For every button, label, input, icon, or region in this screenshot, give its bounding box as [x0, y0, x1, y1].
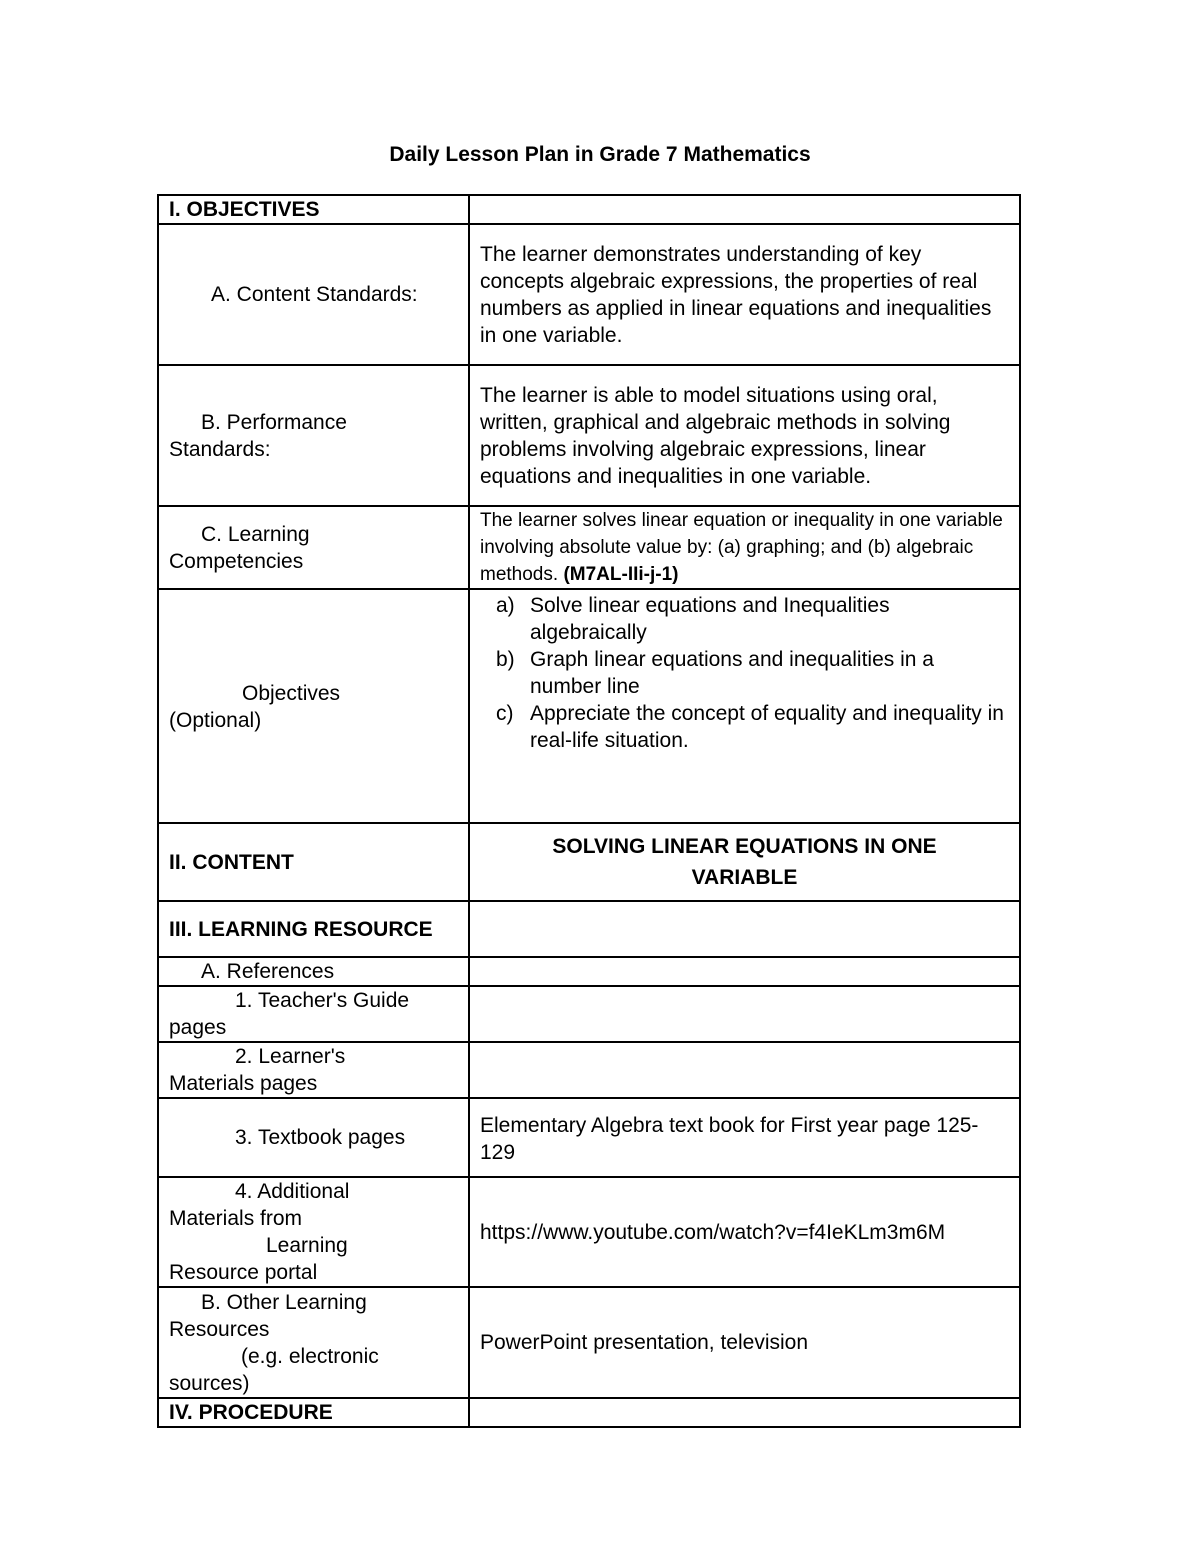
table-row — [158, 1287, 1020, 1398]
teachers-guide-label: 1. Teacher's Guide pages — [158, 986, 469, 1042]
table-row — [158, 1098, 1020, 1177]
learning-competencies-label: C. Learning Competencies — [158, 506, 469, 589]
list-item: a) Solve linear equations and Inequalities algebraically — [496, 594, 890, 644]
table-row — [158, 365, 1020, 506]
empty-cell — [469, 195, 1020, 224]
empty-cell — [469, 1398, 1020, 1427]
table-row — [158, 957, 1020, 986]
other-resources-text: PowerPoint presentation, television — [469, 1287, 1020, 1398]
objectives-heading: I. OBJECTIVES — [158, 195, 469, 224]
table-row — [158, 1398, 1020, 1427]
table-row — [158, 986, 1020, 1042]
performance-standards-label: B. Performance Standards: — [158, 365, 469, 506]
content-standards-label: A. Content Standards: — [158, 224, 469, 365]
table-row — [158, 823, 1020, 901]
content-text: SOLVING LINEAR EQUATIONS IN ONE VARIABLE — [469, 823, 1020, 901]
textbook-text: Elementary Algebra text book for First year page 125-129 — [469, 1098, 1020, 1177]
learning-resource-heading: III. LEARNING RESOURCE — [158, 901, 469, 957]
learners-materials-label: 2. Learner's Materials pages — [158, 1042, 469, 1098]
table-row — [158, 506, 1020, 589]
content-heading: II. CONTENT — [158, 823, 469, 901]
references-label: A. References — [158, 957, 469, 986]
table-row — [158, 224, 1020, 365]
list-item: b) Graph linear equations and inequalities in a number line — [496, 648, 934, 698]
objectives-list-cell — [469, 589, 1020, 823]
document-title: Daily Lesson Plan in Grade 7 Mathematics — [389, 143, 811, 166]
content-standards-text: The learner demonstrates understanding of key concepts algebraic expressions, the properties of real numbers as applied in linear equations and inequalities in one variable. — [469, 224, 1020, 365]
additional-materials-link[interactable]: https://www.youtube.com/watch?v=f4IeKLm3m6M — [469, 1177, 1020, 1287]
textbook-label: 3. Textbook pages — [158, 1098, 469, 1177]
table-row — [158, 589, 1020, 823]
learning-competencies-text: The learner solves linear equation or inequality in one variable involving absolute value by: (a) graphing; and (b) algebraic methods. (M7AL-IIi-j-1) — [469, 506, 1020, 589]
table-row — [158, 901, 1020, 957]
lesson-plan-table — [157, 194, 1021, 1428]
competency-code: (M7AL-IIi-j-1) — [563, 564, 679, 585]
table-row — [158, 1042, 1020, 1098]
additional-materials-label: 4. Additional Materials from Learning Resource portal — [158, 1177, 469, 1287]
empty-cell — [469, 1042, 1020, 1098]
list-item: c) Appreciate the concept of equality and inequality in real-life situation. — [496, 702, 1004, 752]
table-row — [158, 1177, 1020, 1287]
empty-cell — [469, 957, 1020, 986]
empty-cell — [469, 986, 1020, 1042]
other-resources-label: B. Other Learning Resources (e.g. electronic sources) — [158, 1287, 469, 1398]
objectives-optional-label: Objectives (Optional) — [158, 589, 469, 823]
procedure-heading: IV. PROCEDURE — [158, 1398, 469, 1427]
objectives-list — [480, 592, 1009, 754]
empty-cell — [469, 901, 1020, 957]
performance-standards-text: The learner is able to model situations using oral, written, graphical and algebraic methods in solving problems involving algebraic expressions, linear equations and inequalities in one variable. — [469, 365, 1020, 506]
table-row — [158, 195, 1020, 224]
